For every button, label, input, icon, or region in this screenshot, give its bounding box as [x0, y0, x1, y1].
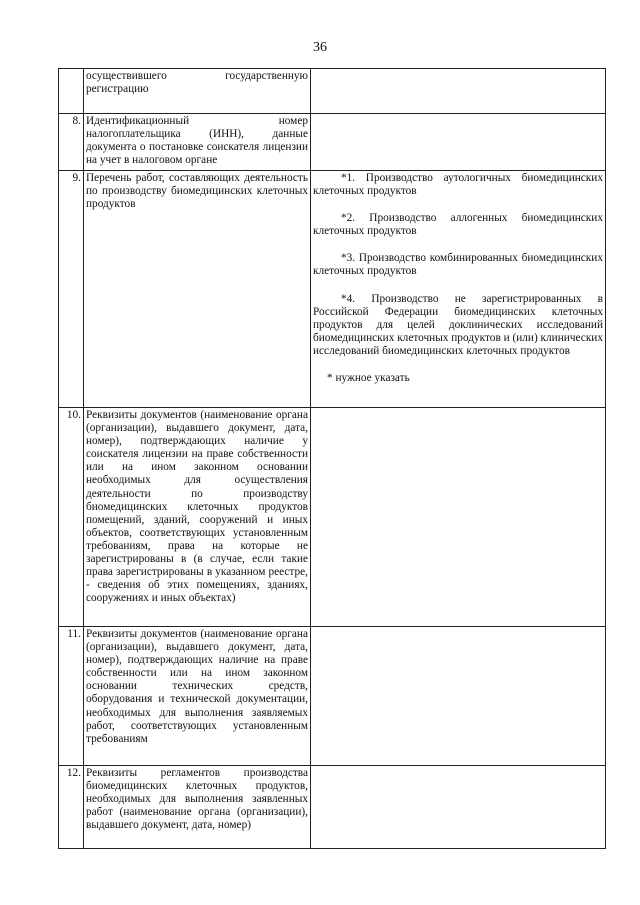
field-label: Перечень работ, составляющих деятельность по производству биомедицинских клеточных продуктов	[84, 171, 311, 408]
table-row	[59, 408, 606, 627]
field-label: Идентификационный номер налогоплательщика (ИНН), данные документа о постановке соискателя лицензии на учет в налоговом органе	[84, 114, 311, 171]
field-value	[311, 766, 606, 849]
field-value	[311, 69, 606, 114]
table-row	[59, 766, 606, 849]
table-row	[59, 114, 606, 171]
work-option-3: *3. Производство комбинированных биомедицинских клеточных продуктов	[313, 252, 603, 278]
table-row	[59, 69, 606, 114]
application-form-table	[58, 68, 606, 849]
row-number: 11.	[59, 627, 84, 766]
row-number: 12.	[59, 766, 84, 849]
row-number: 9.	[59, 171, 84, 408]
table-row	[59, 627, 606, 766]
field-value	[311, 408, 606, 627]
work-option-1: *1. Производство аутологичных биомедицинских клеточных продуктов	[313, 172, 603, 198]
row-number: 10.	[59, 408, 84, 627]
table-row	[59, 171, 606, 408]
work-option-4: *4. Производство не зарегистрированных в Российской Федерации биомедицинских клеточных продуктов для целей доклинических исследований биомедицинских клеточных продуктов и (или) клинических исследований биомедицинских клеточных продуктов	[313, 292, 603, 357]
row-number	[59, 69, 84, 114]
footnote: * нужное указать	[327, 372, 410, 385]
field-label: осуществившего государственную регистрацию	[84, 69, 311, 114]
page-number: 36	[313, 40, 327, 55]
field-label: Реквизиты документов (наименование органа (организации), выдавшего документ, дата, номер), подтверждающих наличие у соискателя лицензии на праве собственности или на ином законном основании необходимых для осуществления деятельности по производству биомедицинских клеточных продуктов помещений, зданий, сооружений и иных объектов, соответствующих установленным требованиям, права на которые не зарегистрированы в (в случае, если такие права зарегистрированы в указанном реестре, - сведения об этих помещениях, зданиях, сооружениях и иных объектах)	[84, 408, 311, 627]
field-value	[311, 171, 606, 408]
work-option-2: *2. Производство аллогенных биомедицинских клеточных продуктов	[313, 212, 603, 238]
field-label: Реквизиты документов (наименование органа (организации), выдавшего документ, дата, номер), подтверждающих наличие на праве собственности или на ином законном основании технических средств, оборудования и технической документации, необходимых для выполнения заявляемых работ, соответствующих установленным требованиям	[84, 627, 311, 766]
field-value	[311, 114, 606, 171]
field-label: Реквизиты регламентов производства биомедицинских клеточных продуктов, необходимых для выполнения заявленных работ (наименование органа (организации), выдавшего документ, дата, номер)	[84, 766, 311, 849]
row-number: 8.	[59, 114, 84, 171]
field-value	[311, 627, 606, 766]
